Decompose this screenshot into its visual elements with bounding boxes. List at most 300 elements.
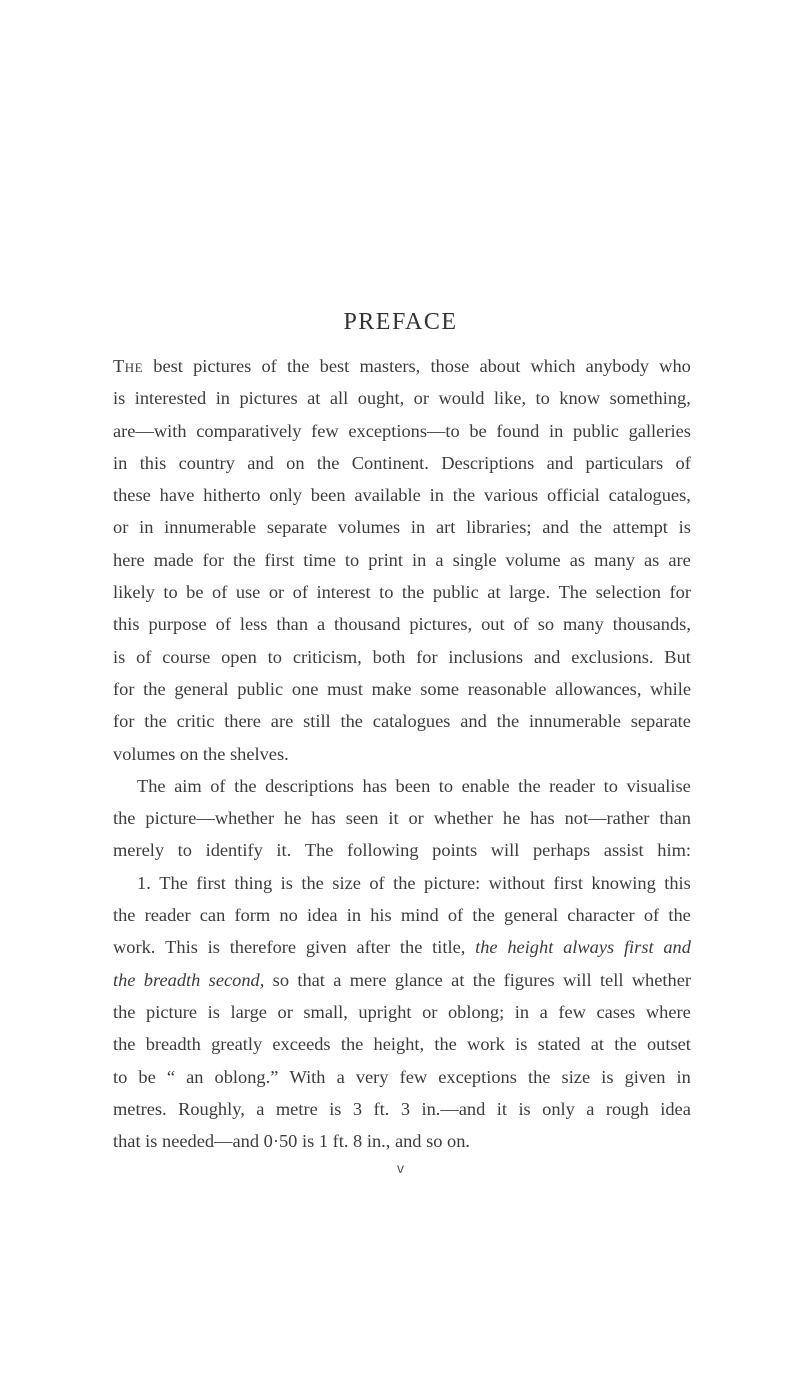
word: or	[408, 808, 424, 829]
word: particulars	[585, 452, 664, 473]
word: critic	[176, 711, 215, 732]
word: found	[496, 420, 540, 441]
word: size	[561, 1066, 591, 1087]
word: has	[530, 808, 555, 829]
word: something,	[609, 388, 691, 409]
text-line	[113, 447, 691, 479]
word: The	[159, 872, 188, 893]
word: made	[153, 549, 194, 570]
word: that	[297, 969, 325, 990]
word: than	[276, 614, 309, 635]
word: it	[388, 808, 399, 829]
word: identify	[205, 840, 263, 861]
word: to	[113, 1066, 128, 1087]
word: height,	[373, 1034, 425, 1055]
word: know	[559, 388, 601, 409]
word: in	[410, 517, 426, 538]
text-line	[113, 931, 691, 963]
word: of	[261, 356, 277, 376]
word: the	[301, 872, 324, 893]
word: a	[336, 1066, 345, 1087]
word: at	[451, 969, 465, 990]
word: only	[269, 485, 302, 506]
word: general	[174, 678, 229, 699]
text-line	[113, 382, 691, 414]
word: have	[159, 485, 195, 506]
text-line	[113, 415, 691, 447]
word: be	[138, 1066, 156, 1087]
word: this	[113, 614, 140, 635]
word: it	[496, 1098, 507, 1119]
word: in	[429, 485, 444, 506]
word: has	[311, 808, 336, 829]
text-line	[113, 899, 691, 931]
word: the	[472, 905, 495, 926]
word: public	[572, 420, 619, 441]
word: the	[579, 517, 603, 538]
word: given	[624, 1066, 666, 1087]
word: enable	[461, 775, 510, 796]
word: large	[230, 1001, 267, 1022]
word: time	[303, 549, 336, 570]
word: picture—whether	[145, 808, 275, 829]
word: the	[144, 711, 167, 732]
word: few	[558, 1001, 586, 1022]
word: work.	[113, 937, 156, 958]
word: or	[422, 1001, 438, 1022]
word: and	[533, 646, 561, 667]
text-line	[113, 705, 691, 737]
word: whether	[631, 969, 691, 990]
word: an	[186, 1066, 204, 1087]
word: second,	[208, 969, 265, 990]
word: in	[113, 452, 128, 473]
word: this	[139, 452, 167, 473]
word: ft.	[373, 1098, 390, 1119]
word: will	[490, 840, 520, 861]
word: public	[432, 582, 479, 603]
word: work	[467, 1034, 505, 1055]
word: the	[399, 937, 423, 958]
word: the	[143, 678, 166, 699]
word: attempt	[612, 517, 668, 538]
word: are—with	[113, 420, 187, 441]
word: and	[247, 452, 274, 473]
word: the	[340, 711, 363, 732]
word: idea	[660, 1098, 691, 1119]
word: outset	[646, 1034, 691, 1055]
word: the	[113, 905, 136, 926]
word: or	[277, 1001, 293, 1022]
word: is	[678, 517, 691, 538]
word: selection	[595, 582, 662, 603]
word: thousand	[334, 614, 401, 635]
word: him:	[657, 840, 691, 861]
word: volumes	[337, 517, 401, 538]
word: picture	[146, 1001, 198, 1022]
text-line	[113, 479, 691, 511]
word: is	[280, 872, 293, 893]
word: hitherto	[203, 485, 261, 506]
word: volume	[505, 549, 561, 570]
word: anybody	[585, 356, 649, 376]
word: been	[310, 485, 346, 506]
word: libraries;	[466, 517, 532, 538]
word: are	[270, 711, 294, 732]
word: print	[368, 549, 403, 570]
word: exclusions.	[571, 646, 654, 667]
word: will	[562, 969, 592, 990]
word: art	[435, 517, 456, 538]
text-line	[113, 1093, 691, 1125]
word: breadth	[143, 969, 201, 990]
word: interest	[316, 582, 371, 603]
word: best	[319, 356, 350, 376]
word: use	[235, 582, 261, 603]
word: knowing	[591, 872, 656, 893]
word: at	[307, 388, 321, 409]
word: breadth	[145, 1034, 201, 1055]
word: who	[659, 356, 691, 376]
text-line	[113, 350, 691, 382]
word: the	[475, 937, 498, 958]
word: the	[340, 1034, 364, 1055]
word: both	[372, 646, 406, 667]
word: This	[165, 937, 198, 958]
word: size	[332, 872, 361, 893]
word: here	[113, 549, 145, 570]
word: the	[113, 1001, 136, 1022]
word: in	[139, 517, 154, 538]
word: about	[479, 356, 521, 376]
word: innumerable	[528, 711, 621, 732]
word: of	[447, 905, 464, 926]
word: criticism,	[292, 646, 362, 667]
word: the	[287, 356, 310, 376]
word: Continent.	[351, 452, 429, 473]
word: innumerable	[164, 517, 257, 538]
word: these	[113, 485, 151, 506]
word: it.	[276, 840, 292, 861]
word: his	[370, 905, 392, 926]
word: to	[535, 388, 550, 409]
word: exceptions	[438, 1066, 517, 1087]
word: visualise	[626, 775, 691, 796]
word: like,	[493, 388, 527, 409]
page-number: v	[397, 1160, 404, 1176]
word: metres.	[113, 1098, 167, 1119]
word: of	[212, 582, 228, 603]
word: title,	[432, 937, 466, 958]
word: masters,	[359, 356, 421, 376]
word: exceeds	[272, 1034, 331, 1055]
word: interested	[134, 388, 207, 409]
word: the	[668, 905, 691, 926]
word: merely	[113, 840, 165, 861]
word: to	[344, 549, 360, 570]
word: tell	[599, 969, 624, 990]
word: mere	[349, 969, 387, 990]
word: reader	[549, 775, 596, 796]
word: out	[481, 614, 505, 635]
word: or	[113, 517, 129, 538]
text-line	[113, 964, 691, 996]
word: there	[224, 711, 261, 732]
word: a	[539, 1001, 548, 1022]
word: first	[264, 549, 295, 570]
text-line	[113, 1028, 691, 1060]
text-line	[113, 641, 691, 673]
word: of	[210, 775, 226, 796]
word: is	[518, 1098, 531, 1119]
word: the	[518, 775, 541, 796]
word: comparatively	[196, 420, 302, 441]
word: one	[291, 678, 319, 699]
text-line	[113, 802, 691, 834]
word: “	[166, 1066, 175, 1087]
word: as	[569, 549, 586, 570]
word: of	[136, 646, 152, 667]
word: of	[215, 614, 231, 635]
word: height	[507, 937, 554, 958]
word: greatly	[211, 1034, 263, 1055]
word: the	[472, 969, 496, 990]
word: the	[614, 1034, 637, 1055]
word: therefore	[229, 937, 297, 958]
word: whether	[433, 808, 493, 829]
word: a	[316, 614, 326, 635]
word: perhaps	[532, 840, 591, 861]
word: pictures,	[409, 614, 473, 635]
word: 3	[352, 1098, 363, 1119]
word: ought,	[357, 388, 405, 409]
word: all	[329, 388, 349, 409]
word: the	[234, 775, 257, 796]
word: galleries	[628, 420, 691, 441]
word: in	[412, 549, 427, 570]
word: first	[553, 872, 583, 893]
word: thousands,	[612, 614, 691, 635]
word: in	[215, 388, 230, 409]
word: thing	[234, 872, 273, 893]
word: less	[239, 614, 268, 635]
word: stated	[537, 1034, 581, 1055]
word: make	[371, 678, 412, 699]
word: reader	[144, 905, 191, 926]
word: for	[113, 711, 135, 732]
word: open	[221, 646, 257, 667]
word: and	[542, 517, 569, 538]
word: those	[430, 356, 470, 376]
word: pictures	[193, 356, 252, 376]
word: as	[643, 549, 660, 570]
word: few	[311, 420, 339, 441]
word: separate	[266, 517, 328, 538]
word: to	[603, 775, 618, 796]
word: in	[346, 905, 362, 926]
word: is	[207, 1001, 220, 1022]
word: the	[496, 711, 520, 732]
word: which	[530, 356, 576, 376]
word: only	[542, 1098, 575, 1119]
word: of	[292, 582, 308, 603]
word: be	[469, 420, 487, 441]
word: pictures	[239, 388, 298, 409]
word: first	[623, 937, 654, 958]
word: are	[668, 549, 691, 570]
word: to	[177, 840, 192, 861]
word: rough	[605, 1098, 649, 1119]
word: picture:	[424, 872, 481, 893]
word: the	[434, 1034, 457, 1055]
word: the	[527, 1066, 551, 1087]
word: than	[659, 808, 691, 829]
word: a	[333, 969, 342, 990]
word: the	[316, 452, 340, 473]
word: has	[362, 775, 388, 796]
word: is	[601, 1066, 614, 1087]
word: best	[153, 356, 183, 376]
word: mind	[400, 905, 439, 926]
word: and	[546, 452, 574, 473]
word: course	[162, 646, 211, 667]
word: must	[327, 678, 363, 699]
text-line	[113, 770, 691, 802]
word: catalogues,	[608, 485, 691, 506]
word: the	[452, 485, 476, 506]
word: can	[199, 905, 226, 926]
word: But	[664, 646, 691, 667]
word: first	[196, 872, 226, 893]
word: points	[432, 840, 478, 861]
word: separate	[630, 711, 691, 732]
word: very	[355, 1066, 389, 1087]
word: single	[452, 549, 497, 570]
first-word: The	[113, 356, 144, 376]
word: been	[395, 775, 431, 796]
text-line	[113, 834, 691, 866]
word: the	[113, 808, 136, 829]
word: after	[356, 937, 391, 958]
word: metre	[275, 1098, 318, 1119]
word: allowances,	[555, 678, 642, 699]
word: oblong;	[447, 1001, 505, 1022]
word: The	[558, 582, 588, 603]
word: many	[562, 614, 604, 635]
word: the	[233, 549, 256, 570]
word: is	[515, 1034, 528, 1055]
word: at	[487, 582, 501, 603]
word: assist	[603, 840, 644, 861]
text-line: volumes on the shelves.	[113, 743, 289, 764]
word: or	[268, 582, 285, 603]
word: The	[304, 840, 334, 861]
word: for	[202, 549, 224, 570]
word: he	[284, 808, 302, 829]
word: 1.	[137, 872, 151, 893]
text-line	[113, 544, 691, 576]
word: a	[435, 549, 444, 570]
word: seen	[345, 808, 379, 829]
word: Descriptions	[441, 452, 535, 473]
word: general	[504, 905, 559, 926]
text-line	[113, 511, 691, 543]
word: is	[207, 937, 220, 958]
word: of	[513, 614, 529, 635]
word: on	[286, 452, 305, 473]
word: of	[369, 872, 385, 893]
text-line	[113, 1061, 691, 1093]
word: not—rather	[564, 808, 650, 829]
word: cases	[596, 1001, 636, 1022]
word: official	[547, 485, 600, 506]
word: likely	[113, 582, 155, 603]
word: Roughly,	[178, 1098, 245, 1119]
word: for	[416, 646, 438, 667]
word: upright	[358, 1001, 412, 1022]
word: the	[393, 872, 416, 893]
word: idea	[306, 905, 338, 926]
word: some	[420, 678, 460, 699]
word: many	[594, 549, 635, 570]
word: character	[567, 905, 635, 926]
word: various	[484, 485, 539, 506]
word: The	[137, 775, 166, 796]
word: to	[438, 775, 454, 796]
text-line	[113, 576, 691, 608]
word: of	[675, 452, 691, 473]
word: to	[163, 582, 178, 603]
word: available	[354, 485, 421, 506]
word: for	[669, 582, 691, 603]
word: would	[438, 388, 485, 409]
word: or	[413, 388, 429, 409]
word: he	[502, 808, 521, 829]
word: in	[514, 1001, 530, 1022]
word: a	[586, 1098, 595, 1119]
word: country	[178, 452, 235, 473]
word: descriptions	[265, 775, 354, 796]
word: is	[113, 388, 126, 409]
word: so	[537, 614, 555, 635]
word: and	[663, 937, 691, 958]
word: where	[645, 1001, 691, 1022]
word: exceptions—to	[348, 420, 460, 441]
word: without	[488, 872, 545, 893]
text-line	[113, 867, 691, 899]
word: oblong.”	[214, 1066, 279, 1087]
word: of	[643, 905, 660, 926]
word: following	[347, 840, 419, 861]
word: public	[237, 678, 284, 699]
word: in	[548, 420, 564, 441]
text-line	[113, 996, 691, 1028]
preface-text	[113, 350, 691, 1157]
word: in.—and	[421, 1098, 486, 1119]
word: inclusions	[448, 646, 523, 667]
word: catalogues	[372, 711, 451, 732]
text-line	[113, 673, 691, 705]
word: few	[399, 1066, 428, 1087]
word: this	[664, 872, 691, 893]
word: glance	[394, 969, 443, 990]
word: to	[379, 582, 394, 603]
word: With	[289, 1066, 326, 1087]
word: at	[590, 1034, 605, 1055]
word: while	[650, 678, 691, 699]
word: small,	[303, 1001, 348, 1022]
word: a	[256, 1098, 265, 1119]
